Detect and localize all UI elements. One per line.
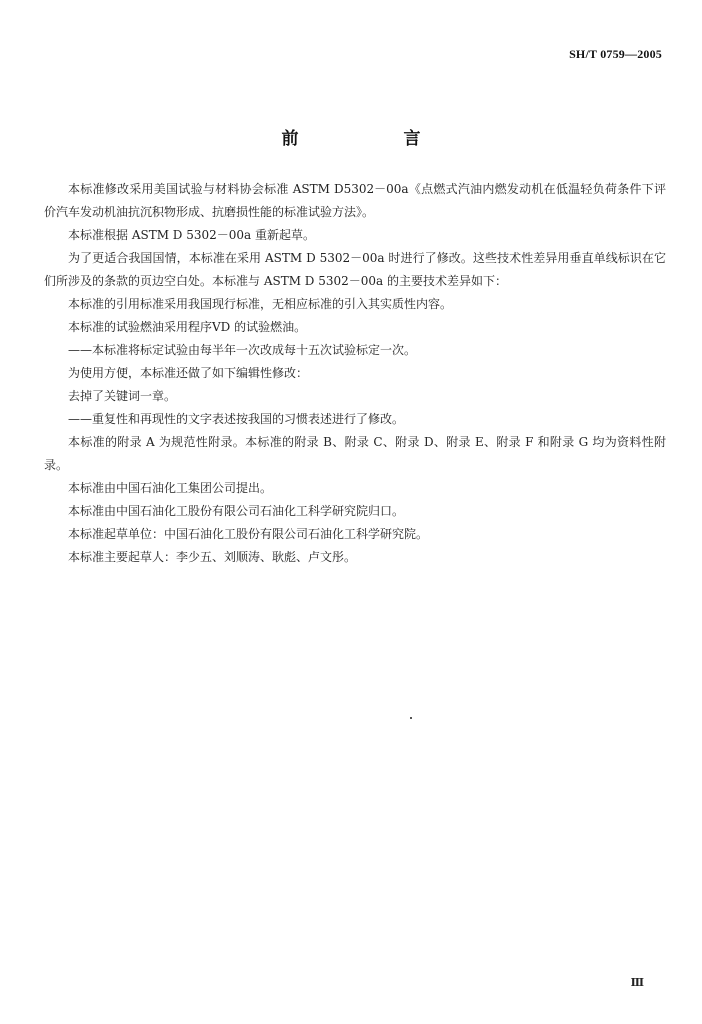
paragraph-difference-1: 本标准的引用标准采用我国现行标准，无相应标准的引入其实质性内容。 <box>68 297 453 311</box>
paragraph-modification: 为了更适合我国国情，本标准在采用 ASTM D 5302－00a 时进行了修改。这些技术性差异用垂直单线标识在它们所涉及的条款的页边空白处。本标准与 ASTM D 5302－00a 的主要技术差异如下： <box>44 251 666 288</box>
body-text <box>44 178 666 569</box>
standard-code: SH/T 0759—2005 <box>569 47 662 61</box>
paragraph-drafters: 本标准主要起草人：李少五、刘顺涛、耿彪、卢文彤。 <box>68 550 357 564</box>
page-number: Ⅲ <box>630 977 644 989</box>
paragraph-proposer: 本标准由中国石油化工集团公司提出。 <box>68 481 273 495</box>
paragraph-editorial-1: 去掉了关键词一章。 <box>68 389 177 403</box>
paragraph-editorial: 为使用方便，本标准还做了如下编辑性修改： <box>68 366 309 380</box>
paragraph-difference-3: ——本标准将标定试验由每半年一次改成每十五次试验标定一次。 <box>68 343 417 357</box>
stray-mark <box>410 717 412 719</box>
paragraph-difference-2: 本标准的试验燃油采用程序ⅤD 的试验燃油。 <box>68 320 307 334</box>
paragraph-annexes: 本标准的附录 A 为规范性附录。本标准的附录 B、附录 C、附录 D、附录 E、附录 F 和附录 G 均为资料性附录。 <box>44 435 666 472</box>
page-title: 前 言 <box>281 129 465 149</box>
paragraph-administrator: 本标准由中国石油化工股份有限公司石油化工科学研究院归口。 <box>68 504 405 518</box>
paragraph-editorial-2: ——重复性和再现性的文字表述按我国的习惯表述进行了修改。 <box>68 412 405 426</box>
paragraph-drafting-unit: 本标准起草单位：中国石油化工股份有限公司石油化工科学研究院。 <box>68 527 429 541</box>
paragraph-adoption: 本标准修改采用美国试验与材料协会标准 ASTM D5302－00a《点燃式汽油内燃发动机在低温轻负荷条件下评价汽车发动机油抗沉积物形成、抗磨损性能的标准试验方法》。 <box>44 182 666 219</box>
paragraph-redraft: 本标准根据 ASTM D 5302－00a 重新起草。 <box>68 228 316 242</box>
